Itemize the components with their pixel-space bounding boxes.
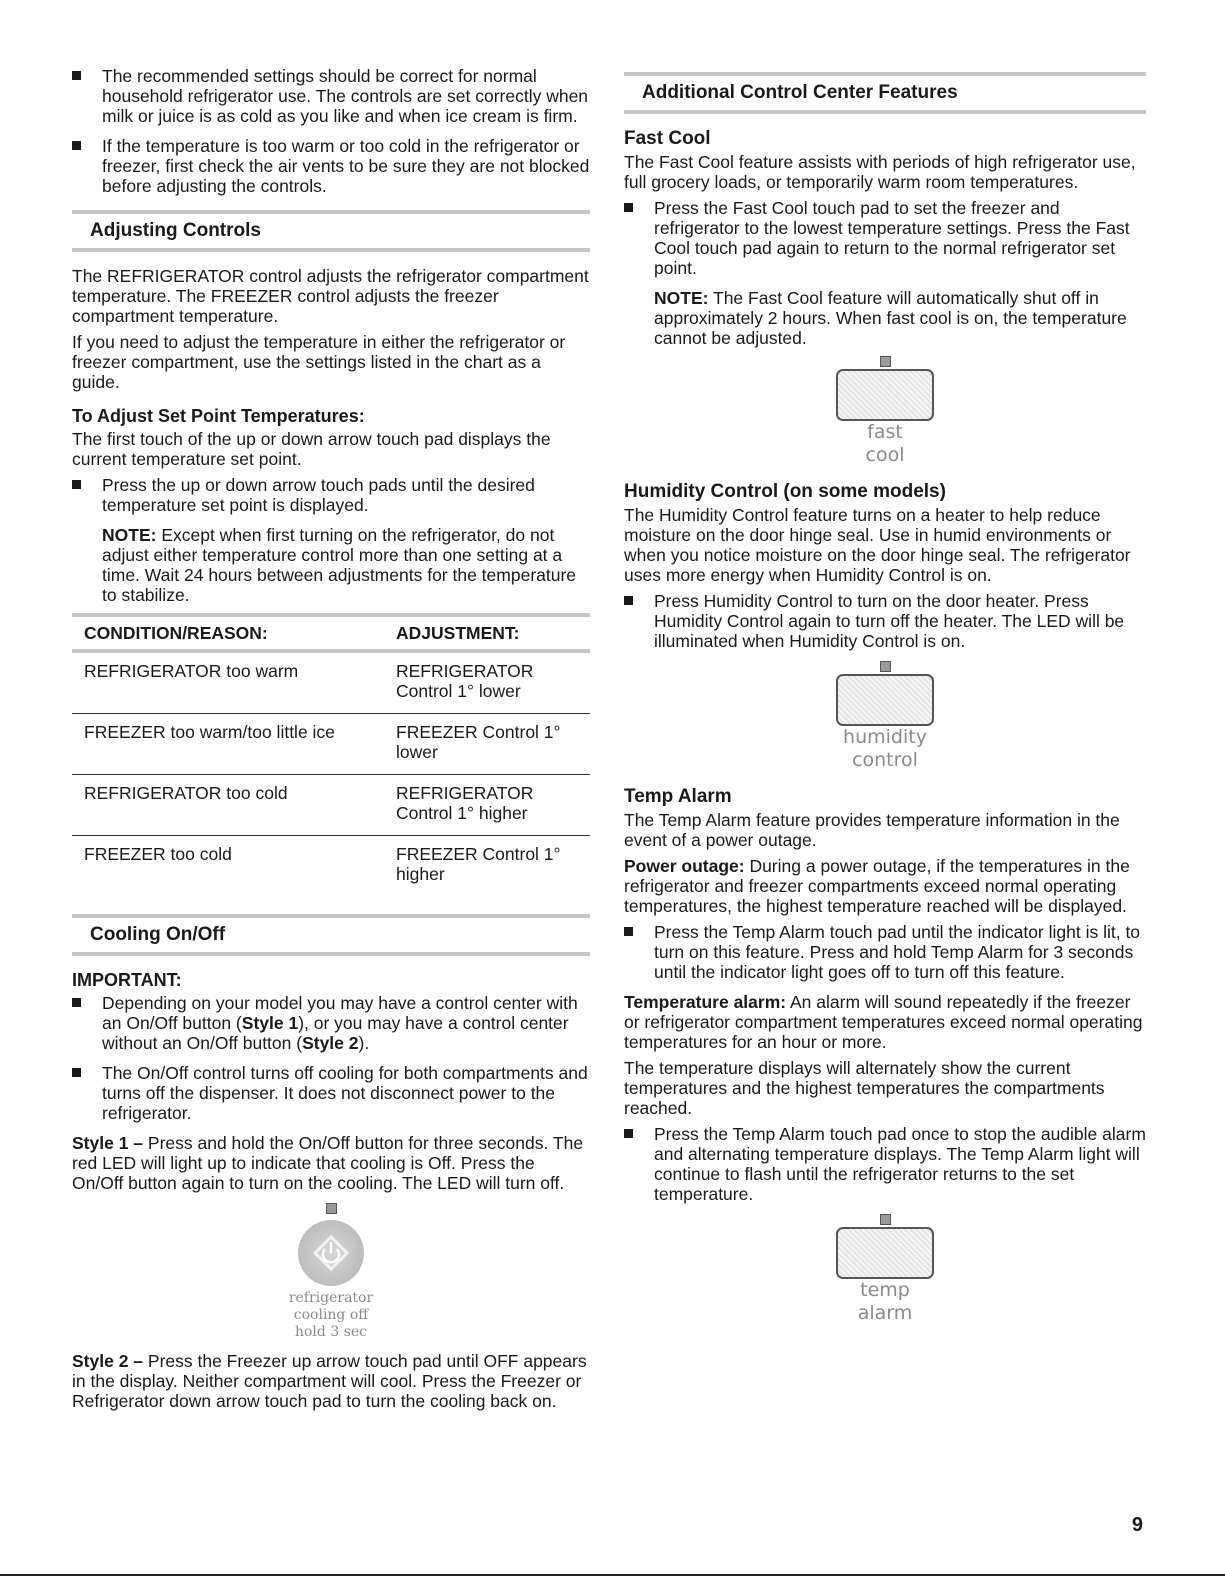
- page-number: 9: [1131, 1514, 1143, 1536]
- temp-alarm-pad-figure: [624, 1214, 1146, 1325]
- table-cell: FREEZER Control 1° lower: [384, 714, 590, 775]
- humidity-pad-figure: [624, 661, 1146, 772]
- table-cell: FREEZER too warm/too little ice: [72, 714, 384, 775]
- note-text: Except when first turning on the refrigerator, do not adjust either temperature control more than one setting at a time. Wait 24 hours between adjustments for the temperature to stabilize.: [102, 525, 577, 605]
- power-icon: [311, 1233, 351, 1273]
- fast-cool-pad-figure: [624, 356, 1146, 467]
- humidity-touch-pad[interactable]: [836, 674, 934, 726]
- important-label: IMPORTANT:: [72, 970, 182, 990]
- paragraph: The temperature displays will alternately show the current temperatures and the highest temperatures the compartments reached.: [624, 1058, 1105, 1118]
- temperature-alarm-paragraph: Temperature alarm: An alarm will sound repeatedly if the freezer or refrigerator compartment temperatures exceed normal operating temperatures for an hour or more.: [624, 992, 1143, 1052]
- power-label-line: hold 3 sec: [294, 1324, 367, 1340]
- section-heading-cooling: Cooling On/Off: [72, 914, 590, 956]
- bottom-rule: [0, 1574, 1225, 1576]
- bullet: Press the Fast Cool touch pad to set the freezer and refrigerator to the lowest temperature settings. Press the Fast Cool touch pad again to return to the normal refrigerator set point.: [624, 198, 1146, 278]
- pad-label-line: control: [852, 749, 918, 771]
- section-heading-additional: Additional Control Center Features: [624, 72, 1146, 114]
- paragraph: The Humidity Control feature turns on a heater to help reduce moisture on the door hinge seal. Use in humid environments or when you notice moisture on the door hinge seal. The refrigerator uses more energy when Humidity Control is on.: [624, 505, 1131, 585]
- table-cell: FREEZER too cold: [84, 844, 232, 864]
- note: [72, 525, 590, 605]
- bullet: Press Humidity Control to turn on the door heater. Press Humidity Control again to turn off the heater. The LED will be illuminated when Humidity Control is on.: [624, 591, 1146, 651]
- bullet: Press the up or down arrow touch pads until the desired temperature set point is displayed.: [72, 475, 590, 515]
- pad-label-line: humidity: [843, 726, 927, 748]
- table-cell: REFRIGERATOR too cold: [72, 775, 384, 836]
- bullet: The On/Off control turns off cooling for both compartments and turns off the dispenser. It does not disconnect power to the refrigerator.: [72, 1063, 590, 1123]
- led-indicator: [880, 1214, 891, 1225]
- table-cell: REFRIGERATOR Control 1° higher: [384, 775, 590, 836]
- table-row: [72, 836, 590, 897]
- table-header: ADJUSTMENT:: [384, 615, 590, 651]
- table-row: [72, 775, 590, 836]
- note-label: NOTE:: [654, 288, 709, 308]
- pad-label-line: fast: [867, 421, 903, 443]
- table-cell: REFRIGERATOR too warm: [72, 651, 384, 714]
- right-column: [624, 66, 1146, 1335]
- bullet: Press the Temp Alarm touch pad once to stop the audible alarm and alternating temperature displays. The Temp Alarm light will continue to flash until the refrigerator returns to the set temperature.: [624, 1124, 1146, 1204]
- table-header: CONDITION/REASON:: [72, 615, 384, 651]
- humidity-title: Humidity Control (on some models): [624, 481, 946, 502]
- style2-paragraph: Style 2 – Press the Freezer up arrow touch pad until OFF appears in the display. Neither compartment will cool. Press the Freezer or Refrigerator down arrow touch pad to turn the cooling back on.: [72, 1351, 587, 1411]
- note-label: NOTE:: [102, 525, 157, 545]
- power-label-line: cooling off: [293, 1307, 369, 1323]
- power-outage-paragraph: Power outage: During a power outage, if the temperatures in the refrigerator and freezer compartments exceed normal operating temperatures, the highest temperature reached will be displayed.: [624, 856, 1130, 916]
- led-indicator: [880, 661, 891, 672]
- adjustment-table: [72, 613, 590, 896]
- pad-label-line: alarm: [857, 1302, 913, 1324]
- style1-label: Style 1 –: [72, 1133, 144, 1153]
- note-text: The Fast Cool feature will automatically shut off in approximately 2 hours. When fast cool is on, the temperature cannot be adjusted.: [654, 288, 1127, 348]
- pad-label-line: cool: [865, 444, 905, 466]
- power-button-figure: [72, 1203, 590, 1341]
- paragraph: If you need to adjust the temperature in either the refrigerator or freezer compartment, use the settings listed in the chart as a guide.: [72, 332, 566, 392]
- pad-label-line: temp: [860, 1279, 910, 1301]
- style2-label: Style 2 –: [72, 1351, 144, 1371]
- fast-cool-touch-pad[interactable]: [836, 369, 934, 421]
- subheading-set-point: To Adjust Set Point Temperatures:: [72, 406, 365, 426]
- paragraph: The Temp Alarm feature provides temperature information in the event of a power outage.: [624, 810, 1120, 850]
- note: [624, 288, 1146, 348]
- power-button[interactable]: [298, 1220, 364, 1286]
- style1-paragraph: Style 1 – Press and hold the On/Off button for three seconds. The red LED will light up to indicate that cooling is Off. Press the On/Off button again to turn on the cooling. The LED will turn off.: [72, 1133, 584, 1193]
- bullet: Press the Temp Alarm touch pad until the indicator light is lit, to turn on this feature. Press and hold Temp Alarm for 3 seconds until the indicator light goes off to turn off this feature.: [624, 922, 1146, 982]
- table-row: [72, 651, 590, 714]
- led-indicator: [880, 356, 891, 367]
- intro-bullet: The recommended settings should be correct for normal household refrigerator use. The controls are set correctly when milk or juice is as cold as you like and when ice cream is firm.: [72, 66, 590, 126]
- temp-alarm-title: Temp Alarm: [624, 786, 732, 807]
- power-label-line: refrigerator: [288, 1290, 374, 1306]
- bullet: Depending on your model you may have a control center with an On/Off button (Style 1), or you may have a control center without an On/Off button (Style 2).: [72, 993, 590, 1053]
- table-row: [72, 714, 590, 775]
- led-indicator: [326, 1203, 337, 1214]
- paragraph: The Fast Cool feature assists with periods of high refrigerator use, full grocery loads, or temporarily warm room temperatures.: [624, 152, 1136, 192]
- left-column: [72, 66, 590, 1417]
- table-cell: REFRIGERATOR Control 1° lower: [384, 651, 590, 714]
- intro-bullet: If the temperature is too warm or too cold in the refrigerator or freezer, first check the air vents to be sure they are not blocked before adjusting the controls.: [72, 136, 590, 196]
- section-heading-adjusting: Adjusting Controls: [72, 210, 590, 252]
- temp-alarm-touch-pad[interactable]: [836, 1227, 934, 1279]
- table-cell: FREEZER Control 1° higher: [396, 844, 561, 884]
- fast-cool-title: Fast Cool: [624, 128, 711, 149]
- paragraph: The first touch of the up or down arrow touch pad displays the current temperature set point.: [72, 429, 551, 469]
- paragraph: The REFRIGERATOR control adjusts the refrigerator compartment temperature. The FREEZER control adjusts the freezer compartment temperature.: [72, 266, 589, 326]
